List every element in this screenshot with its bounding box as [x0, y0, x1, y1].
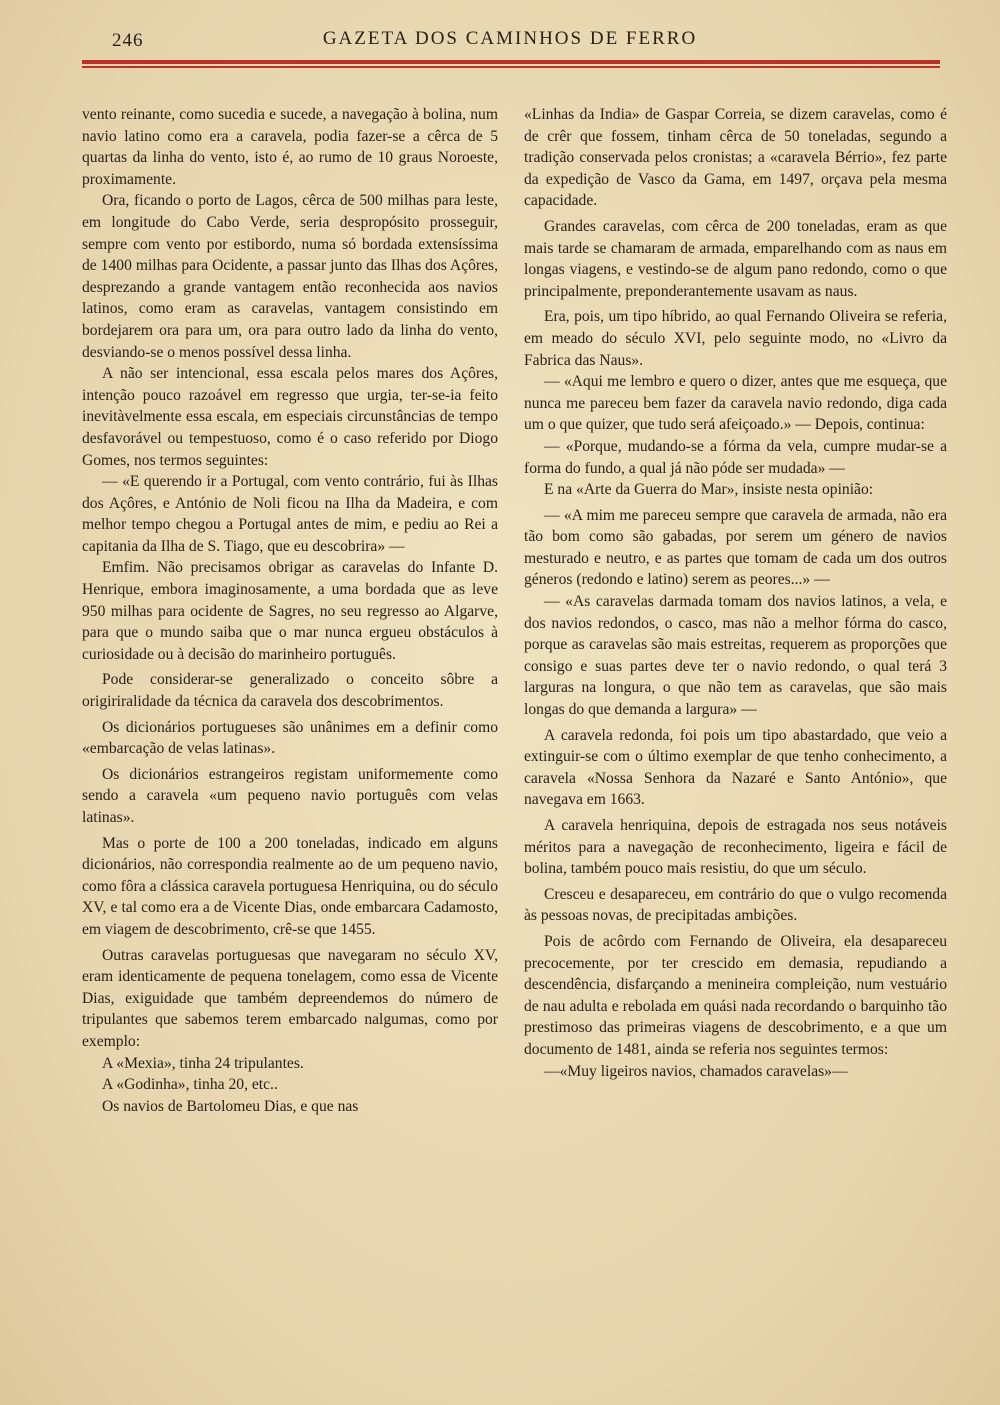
paragraph: Os navios de Bartolomeu Dias, e que nas [102, 1097, 359, 1115]
page-number: 246 [112, 30, 144, 51]
paragraph: Os dicionários estrangeiros registam uniformemente como sendo a caravela «um pequeno navio português com velas latinas». [82, 765, 498, 826]
paragraph: E na «Arte da Guerra do Mar», insiste nesta opinião: [544, 481, 874, 499]
left-column [82, 104, 498, 1117]
paragraph: Ora, ficando o porto de Lagos, cêrca de 500 milhas para leste, em longitude do Cabo Verde, seria despropósito prosseguir, sempre com vento por estibordo, numa só bordada extensíssima de 1400 milhas para Ocidente, a passar junto das Ilhas dos Açôres, desprezando a grande vantagem então reconhecida aos navios latinos, como eram as caravelas, vantagem consistindo em bordejarem ora para um, ora para outro lado da linha do vento, desviando-se o menos possível dessa linha. [82, 192, 498, 361]
paragraph: Emfim. Não precisamos obrigar as caravelas do Infante D. Henrique, embora imaginosamente, a uma bordada que as leve 950 milhas para ocidente de Sagres, no seu regresso ao Algarve, para que o mundo saiba que o mar nunca ergueu obstáculos à curiosidade ou à decisão do marinheiro português. [82, 559, 498, 663]
paragraph: A não ser intencional, essa escala pelos mares dos Açôres, intenção pouco razoável em regresso que urgia, ter-se-ia feito inevitàvelmente essa escala, em especiais circunstâncias de tempo desfavorável ou tempestuoso, como é o caso referido por Diogo Gomes, nos termos seguintes: [82, 365, 498, 469]
paragraph: A caravela redonda, foi pois um tipo abastardado, que veio a extinguir-se com o último exemplar de que tenho conhecimento, a caravela «Nossa Senhora da Nazaré e Santo António», que navegava em 1663. [524, 726, 947, 809]
paragraph: Pois de acôrdo com Fernando de Oliveira, ela desapareceu precocemente, por ter crescido em demasia, repudiando a descendência, disfarçando a menineira compleição, num vestuário de nau adulta e rebolada em quási nada recordando o barquinho tão prestimoso das primeiras viagens de descobrimento, e a que um documento de 1481, ainda se referia nos seguintes termos: [524, 932, 947, 1058]
paragraph: A caravela henriquina, depois de estragada nos seus notáveis méritos para a navegação de reconhecimento, ligeira e fácil de bolina, também pouco mais resistiu, do que um século. [524, 817, 947, 878]
paragraph: Mas o porte de 100 a 200 toneladas, indicado em alguns dicionários, não correspondia realmente ao de um pequeno navio, como fôra a clássica caravela portuguesa Henriquina, ou do século XV, e tal como era a de Vicente Dias, onde embarcara Cadamosto, em viagem de descobrimento, crê-se que 1455. [82, 834, 498, 938]
paragraph: A «Mexia», tinha 24 tripulantes. [102, 1054, 304, 1072]
paragraph: Os dicionários portugueses são unânimes em a definir como «embarcação de velas latinas». [82, 718, 498, 758]
paragraph: — «A mim me pareceu sempre que caravela de armada, não era tão bom como são gabadas, por serem um género de navios mesturado e neutro, e as partes que tomam de cada um dos outros géneros (redondo e latino) serem as peores...» — [524, 506, 947, 589]
paragraph: A «Godinha», tinha 20, etc.. [102, 1076, 278, 1094]
paragraph: «Linhas da India» de Gaspar Correia, se dizem caravelas, como é de crêr que fossem, tinham cêrca de 50 toneladas, segundo a tradição conservada pelos cronistas; a «caravela Bérrio», fez parte da expedição de Vasco da Gama, em 1497, orçava pela mesma capacidade. [524, 106, 947, 210]
paragraph: Pode considerar-se generalizado o conceito sôbre a origiriralidade da técnica da caravela dos descobrimentos. [82, 671, 498, 711]
paragraph: Era, pois, um tipo híbrido, ao qual Fernando Oliveira se referia, em meado do século XVI, pelo seguinte modo, no «Livro da Fabrica das Naus». [524, 308, 947, 369]
paragraph: — «Aqui me lembro e quero o dizer, antes que me esqueça, que nunca me pareceu bem fazer da caravela navio redondo, diga cada um o que quizer, que tudo será afeiçoado.» — Depois, continua: [524, 373, 947, 434]
paragraph: Outras caravelas portuguesas que navegaram no século XV, eram identicamente de pequena tonelagem, como essa de Vicente Dias, exiguidade que também depreendemos do número de tripulantes que sabemos terem embarcado nalgumas, como por exemplo: [82, 946, 498, 1050]
paragraph: —«Muy ligeiros navios, chamados caravelas»— [544, 1062, 848, 1080]
paragraph: Grandes caravelas, com cêrca de 200 toneladas, eram as que mais tarde se chamaram de armada, emparelhando com as naus em longas viagens, e vestindo-se de algum pano redondo, como o que principalmente, preponderantemente usavam as naus. [524, 217, 947, 300]
right-column [524, 104, 947, 1082]
header-rule [82, 60, 940, 68]
page-header [80, 26, 940, 60]
paragraph: vento reinante, como sucedia e sucede, a navegação à bolina, num navio latino como era a caravela, podia fazer-se a cêrca de 5 quartas da linha do vento, isto é, ao rumo de 10 graus Noroeste, proximamente. [82, 106, 498, 188]
paragraph: Cresceu e desapareceu, em contrário do que o vulgo recomenda às pessoas novas, de precipitadas ambições. [524, 885, 947, 925]
journal-title: GAZETA DOS CAMINHOS DE FERRO [322, 28, 698, 49]
paragraph: — «As caravelas darmada tomam dos navios latinos, a vela, e dos navios redondos, o casco, mas não a melhor fórma do casco, porque as caravelas são mais estreitas, requerem as proporções que consigo e suas partes deve ter o navio redondo, o qual terá 3 larguras na longura, o que não tem as caravelas, que são mais longas do que demanda a largura» — [524, 593, 947, 719]
paragraph: — «E querendo ir a Portugal, com vento contrário, fui às Ilhas dos Açôres, e António de Noli ficou na Ilha da Madeira, e com melhor tempo chegou a Portugal antes de mim, e pediu ao Rei a capitania da Ilha de S. Tiago, que eu descobrira» — [82, 473, 498, 555]
paragraph: — «Porque, mudando-se a fórma da vela, cumpre mudar-se a forma do fundo, a qual já não póde ser mudada» — [524, 437, 947, 477]
